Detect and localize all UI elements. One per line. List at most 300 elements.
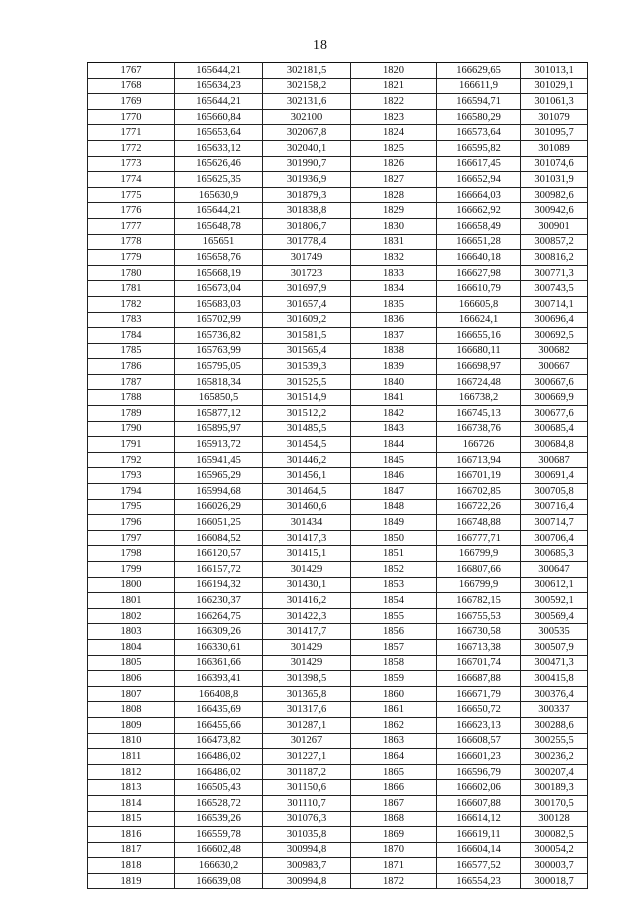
x-coordinate-left: 166408,8 [175,686,263,702]
point-number-left: 1817 [88,842,175,858]
x-coordinate-left: 165626,46 [175,156,263,172]
x-coordinate-right: 166607,88 [437,795,521,811]
x-coordinate-right: 166658,49 [437,218,521,234]
point-number-right: 1849 [351,515,437,531]
y-coordinate-right: 300692,5 [521,328,588,344]
point-number-right: 1827 [351,172,437,188]
y-coordinate-left: 301581,5 [263,328,351,344]
x-coordinate-right: 166577,52 [437,858,521,874]
y-coordinate-left: 301434 [263,515,351,531]
x-coordinate-left: 165668,19 [175,265,263,281]
y-coordinate-left: 301460,6 [263,499,351,515]
coordinates-table [87,62,588,889]
x-coordinate-left: 166486,02 [175,749,263,765]
table-row [88,639,588,655]
table-row [88,733,588,749]
y-coordinate-right: 300901 [521,218,588,234]
table-row [88,172,588,188]
y-coordinate-left: 301422,3 [263,608,351,624]
table-row [88,608,588,624]
y-coordinate-left: 300983,7 [263,858,351,874]
x-coordinate-left: 166639,08 [175,873,263,889]
y-coordinate-right: 300771,3 [521,265,588,281]
y-coordinate-left: 301110,7 [263,795,351,811]
y-coordinate-right: 300714,7 [521,515,588,531]
x-coordinate-left: 166157,72 [175,562,263,578]
point-number-left: 1780 [88,265,175,281]
y-coordinate-right: 300471,3 [521,655,588,671]
table-row [88,312,588,328]
point-number-left: 1805 [88,655,175,671]
x-coordinate-right: 166608,57 [437,733,521,749]
point-number-left: 1801 [88,593,175,609]
y-coordinate-left: 301417,3 [263,530,351,546]
x-coordinate-left: 165795,05 [175,359,263,375]
y-coordinate-left: 301267 [263,733,351,749]
point-number-left: 1804 [88,639,175,655]
point-number-right: 1823 [351,109,437,125]
y-coordinate-left: 301429 [263,562,351,578]
table-row [88,499,588,515]
point-number-left: 1819 [88,873,175,889]
x-coordinate-right: 166610,79 [437,281,521,297]
y-coordinate-left: 301565,4 [263,343,351,359]
x-coordinate-right: 166652,94 [437,172,521,188]
y-coordinate-left: 302067,8 [263,125,351,141]
x-coordinate-right: 166755,53 [437,608,521,624]
point-number-left: 1775 [88,187,175,203]
table-row [88,343,588,359]
point-number-left: 1774 [88,172,175,188]
point-number-left: 1816 [88,827,175,843]
x-coordinate-left: 166539,26 [175,811,263,827]
table-row [88,374,588,390]
point-number-left: 1813 [88,780,175,796]
x-coordinate-right: 166713,94 [437,452,521,468]
x-coordinate-right: 166619,11 [437,827,521,843]
point-number-right: 1865 [351,764,437,780]
x-coordinate-right: 166722,26 [437,499,521,515]
x-coordinate-right: 166799,9 [437,546,521,562]
y-coordinate-right: 300669,9 [521,390,588,406]
y-coordinate-left: 301778,4 [263,234,351,250]
point-number-left: 1799 [88,562,175,578]
point-number-left: 1767 [88,63,175,79]
y-coordinate-right: 300706,4 [521,530,588,546]
point-number-right: 1851 [351,546,437,562]
y-coordinate-right: 301061,3 [521,94,588,110]
x-coordinate-right: 166604,14 [437,842,521,858]
point-number-left: 1784 [88,328,175,344]
y-coordinate-right: 300691,4 [521,468,588,484]
x-coordinate-left: 166473,82 [175,733,263,749]
point-number-right: 1822 [351,94,437,110]
y-coordinate-left: 302100 [263,109,351,125]
y-coordinate-left: 301150,6 [263,780,351,796]
y-coordinate-right: 300236,2 [521,749,588,765]
point-number-left: 1783 [88,312,175,328]
x-coordinate-left: 165634,23 [175,78,263,94]
point-number-left: 1815 [88,811,175,827]
point-number-left: 1788 [88,390,175,406]
table-row [88,764,588,780]
point-number-right: 1841 [351,390,437,406]
x-coordinate-left: 165625,35 [175,172,263,188]
y-coordinate-left: 301539,3 [263,359,351,375]
table-row [88,562,588,578]
table-row [88,827,588,843]
table-row [88,484,588,500]
x-coordinate-right: 166701,19 [437,468,521,484]
x-coordinate-left: 165965,29 [175,468,263,484]
point-number-left: 1785 [88,343,175,359]
point-number-right: 1842 [351,406,437,422]
table-row [88,63,588,79]
x-coordinate-right: 166730,58 [437,624,521,640]
y-coordinate-left: 301365,8 [263,686,351,702]
x-coordinate-left: 166505,43 [175,780,263,796]
point-number-left: 1789 [88,406,175,422]
x-coordinate-right: 166602,06 [437,780,521,796]
x-coordinate-right: 166745,13 [437,406,521,422]
y-coordinate-right: 300857,2 [521,234,588,250]
x-coordinate-right: 166777,71 [437,530,521,546]
table-row [88,530,588,546]
point-number-right: 1837 [351,328,437,344]
y-coordinate-left: 302131,6 [263,94,351,110]
y-coordinate-right: 300685,3 [521,546,588,562]
point-number-left: 1814 [88,795,175,811]
point-number-right: 1859 [351,671,437,687]
y-coordinate-right: 300018,7 [521,873,588,889]
x-coordinate-left: 166330,61 [175,639,263,655]
y-coordinate-left: 301879,3 [263,187,351,203]
point-number-right: 1825 [351,140,437,156]
y-coordinate-left: 301485,5 [263,421,351,437]
point-number-left: 1796 [88,515,175,531]
table-row [88,546,588,562]
x-coordinate-left: 166602,48 [175,842,263,858]
point-number-right: 1857 [351,639,437,655]
table-row [88,390,588,406]
y-coordinate-right: 301074,6 [521,156,588,172]
x-coordinate-left: 165913,72 [175,437,263,453]
table-row [88,250,588,266]
x-coordinate-right: 166680,11 [437,343,521,359]
x-coordinate-left: 166361,66 [175,655,263,671]
table-row [88,873,588,889]
table-row [88,437,588,453]
table-row [88,515,588,531]
point-number-right: 1858 [351,655,437,671]
x-coordinate-left: 166630,2 [175,858,263,874]
y-coordinate-right: 300003,7 [521,858,588,874]
table-body [88,63,588,889]
point-number-right: 1835 [351,296,437,312]
y-coordinate-left: 302181,5 [263,63,351,79]
x-coordinate-right: 166782,15 [437,593,521,609]
y-coordinate-left: 302040,1 [263,140,351,156]
y-coordinate-right: 300207,4 [521,764,588,780]
y-coordinate-right: 300667,6 [521,374,588,390]
point-number-right: 1852 [351,562,437,578]
point-number-right: 1828 [351,187,437,203]
x-coordinate-left: 165660,84 [175,109,263,125]
x-coordinate-left: 165658,76 [175,250,263,266]
y-coordinate-left: 301464,5 [263,484,351,500]
x-coordinate-right: 166605,8 [437,296,521,312]
y-coordinate-right: 300569,4 [521,608,588,624]
table-row [88,593,588,609]
y-coordinate-right: 300189,3 [521,780,588,796]
table-row [88,702,588,718]
x-coordinate-right: 166640,18 [437,250,521,266]
y-coordinate-right: 300170,5 [521,795,588,811]
y-coordinate-right: 300816,2 [521,250,588,266]
y-coordinate-right: 301031,9 [521,172,588,188]
table-row [88,795,588,811]
point-number-left: 1778 [88,234,175,250]
point-number-right: 1836 [351,312,437,328]
x-coordinate-right: 166687,88 [437,671,521,687]
table-row [88,359,588,375]
x-coordinate-right: 166595,82 [437,140,521,156]
y-coordinate-right: 301013,1 [521,63,588,79]
x-coordinate-right: 166629,65 [437,63,521,79]
point-number-right: 1839 [351,359,437,375]
table-row [88,328,588,344]
y-coordinate-left: 301076,3 [263,811,351,827]
y-coordinate-right: 300942,6 [521,203,588,219]
point-number-right: 1846 [351,468,437,484]
point-number-left: 1812 [88,764,175,780]
x-coordinate-left: 165763,99 [175,343,263,359]
y-coordinate-left: 301697,9 [263,281,351,297]
y-coordinate-left: 301749 [263,250,351,266]
table-row [88,234,588,250]
point-number-left: 1802 [88,608,175,624]
table-row [88,296,588,312]
table-row [88,577,588,593]
y-coordinate-right: 301089 [521,140,588,156]
point-number-left: 1800 [88,577,175,593]
point-number-left: 1798 [88,546,175,562]
y-coordinate-left: 301415,1 [263,546,351,562]
point-number-right: 1872 [351,873,437,889]
table-row [88,655,588,671]
point-number-left: 1790 [88,421,175,437]
table-row [88,94,588,110]
page-number: 18 [313,38,327,53]
x-coordinate-right: 166573,64 [437,125,521,141]
point-number-left: 1779 [88,250,175,266]
x-coordinate-right: 166655,16 [437,328,521,344]
point-number-right: 1845 [351,452,437,468]
point-number-left: 1794 [88,484,175,500]
x-coordinate-right: 166713,38 [437,639,521,655]
point-number-right: 1832 [351,250,437,266]
point-number-right: 1853 [351,577,437,593]
x-coordinate-right: 166799,9 [437,577,521,593]
y-coordinate-right: 300743,5 [521,281,588,297]
point-number-right: 1830 [351,218,437,234]
x-coordinate-right: 166624,1 [437,312,521,328]
y-coordinate-left: 301990,7 [263,156,351,172]
x-coordinate-left: 166455,66 [175,717,263,733]
point-number-right: 1869 [351,827,437,843]
x-coordinate-right: 166671,79 [437,686,521,702]
x-coordinate-left: 165895,97 [175,421,263,437]
y-coordinate-right: 300082,5 [521,827,588,843]
point-number-right: 1829 [351,203,437,219]
y-coordinate-right: 300982,6 [521,187,588,203]
x-coordinate-left: 165648,78 [175,218,263,234]
y-coordinate-left: 301417,7 [263,624,351,640]
x-coordinate-right: 166738,2 [437,390,521,406]
x-coordinate-left: 165818,34 [175,374,263,390]
x-coordinate-right: 166611,9 [437,78,521,94]
table-row [88,218,588,234]
table-row [88,858,588,874]
point-number-right: 1861 [351,702,437,718]
point-number-left: 1808 [88,702,175,718]
y-coordinate-left: 301723 [263,265,351,281]
x-coordinate-right: 166698,97 [437,359,521,375]
y-coordinate-left: 301936,9 [263,172,351,188]
x-coordinate-right: 166701,74 [437,655,521,671]
y-coordinate-right: 300684,8 [521,437,588,453]
point-number-left: 1770 [88,109,175,125]
point-number-left: 1768 [88,78,175,94]
x-coordinate-left: 166026,29 [175,499,263,515]
point-number-left: 1807 [88,686,175,702]
table-row [88,187,588,203]
table-row [88,281,588,297]
y-coordinate-right: 301079 [521,109,588,125]
point-number-left: 1772 [88,140,175,156]
y-coordinate-right: 300714,1 [521,296,588,312]
y-coordinate-left: 301429 [263,655,351,671]
y-coordinate-left: 301446,2 [263,452,351,468]
table-row [88,749,588,765]
x-coordinate-left: 166559,78 [175,827,263,843]
x-coordinate-left: 166528,72 [175,795,263,811]
x-coordinate-left: 165683,03 [175,296,263,312]
x-coordinate-left: 166051,25 [175,515,263,531]
x-coordinate-left: 166309,26 [175,624,263,640]
table-row [88,717,588,733]
y-coordinate-right: 300415,8 [521,671,588,687]
table-row [88,265,588,281]
x-coordinate-left: 166084,52 [175,530,263,546]
x-coordinate-left: 166120,57 [175,546,263,562]
table-row [88,156,588,172]
x-coordinate-right: 166601,23 [437,749,521,765]
y-coordinate-right: 300255,5 [521,733,588,749]
y-coordinate-right: 300696,4 [521,312,588,328]
y-coordinate-right: 300716,4 [521,499,588,515]
table-row [88,125,588,141]
point-number-left: 1781 [88,281,175,297]
y-coordinate-left: 301429 [263,639,351,655]
y-coordinate-left: 301035,8 [263,827,351,843]
table-row [88,140,588,156]
point-number-left: 1810 [88,733,175,749]
x-coordinate-left: 165644,21 [175,94,263,110]
table-row [88,78,588,94]
point-number-left: 1793 [88,468,175,484]
y-coordinate-left: 301456,1 [263,468,351,484]
x-coordinate-right: 166724,48 [437,374,521,390]
x-coordinate-left: 166435,69 [175,702,263,718]
y-coordinate-left: 301609,2 [263,312,351,328]
point-number-left: 1771 [88,125,175,141]
x-coordinate-right: 166807,66 [437,562,521,578]
point-number-left: 1776 [88,203,175,219]
point-number-left: 1792 [88,452,175,468]
y-coordinate-left: 301657,4 [263,296,351,312]
y-coordinate-right: 300507,9 [521,639,588,655]
x-coordinate-right: 166738,76 [437,421,521,437]
y-coordinate-left: 301398,5 [263,671,351,687]
y-coordinate-right: 300647 [521,562,588,578]
x-coordinate-right: 166662,92 [437,203,521,219]
point-number-left: 1797 [88,530,175,546]
point-number-right: 1862 [351,717,437,733]
y-coordinate-left: 301416,2 [263,593,351,609]
x-coordinate-left: 165653,64 [175,125,263,141]
table-row [88,109,588,125]
point-number-right: 1868 [351,811,437,827]
point-number-right: 1856 [351,624,437,640]
point-number-right: 1866 [351,780,437,796]
x-coordinate-right: 166623,13 [437,717,521,733]
table-row [88,780,588,796]
y-coordinate-left: 301838,8 [263,203,351,219]
x-coordinate-right: 166651,28 [437,234,521,250]
point-number-left: 1791 [88,437,175,453]
y-coordinate-right: 300687 [521,452,588,468]
y-coordinate-right: 300685,4 [521,421,588,437]
y-coordinate-left: 301512,2 [263,406,351,422]
x-coordinate-right: 166617,45 [437,156,521,172]
table-row [88,686,588,702]
x-coordinate-left: 166230,37 [175,593,263,609]
y-coordinate-left: 301806,7 [263,218,351,234]
table-row [88,671,588,687]
y-coordinate-left: 301187,2 [263,764,351,780]
x-coordinate-right: 166627,98 [437,265,521,281]
x-coordinate-right: 166596,79 [437,764,521,780]
point-number-right: 1863 [351,733,437,749]
table-row [88,452,588,468]
x-coordinate-left: 166393,41 [175,671,263,687]
y-coordinate-left: 300994,8 [263,873,351,889]
y-coordinate-right: 301095,7 [521,125,588,141]
x-coordinate-right: 166554,23 [437,873,521,889]
point-number-right: 1850 [351,530,437,546]
point-number-right: 1867 [351,795,437,811]
point-number-right: 1843 [351,421,437,437]
x-coordinate-left: 165702,99 [175,312,263,328]
point-number-right: 1855 [351,608,437,624]
x-coordinate-left: 166486,02 [175,764,263,780]
x-coordinate-left: 165644,21 [175,203,263,219]
x-coordinate-right: 166664,03 [437,187,521,203]
point-number-right: 1854 [351,593,437,609]
x-coordinate-right: 166702,85 [437,484,521,500]
y-coordinate-left: 301317,6 [263,702,351,718]
